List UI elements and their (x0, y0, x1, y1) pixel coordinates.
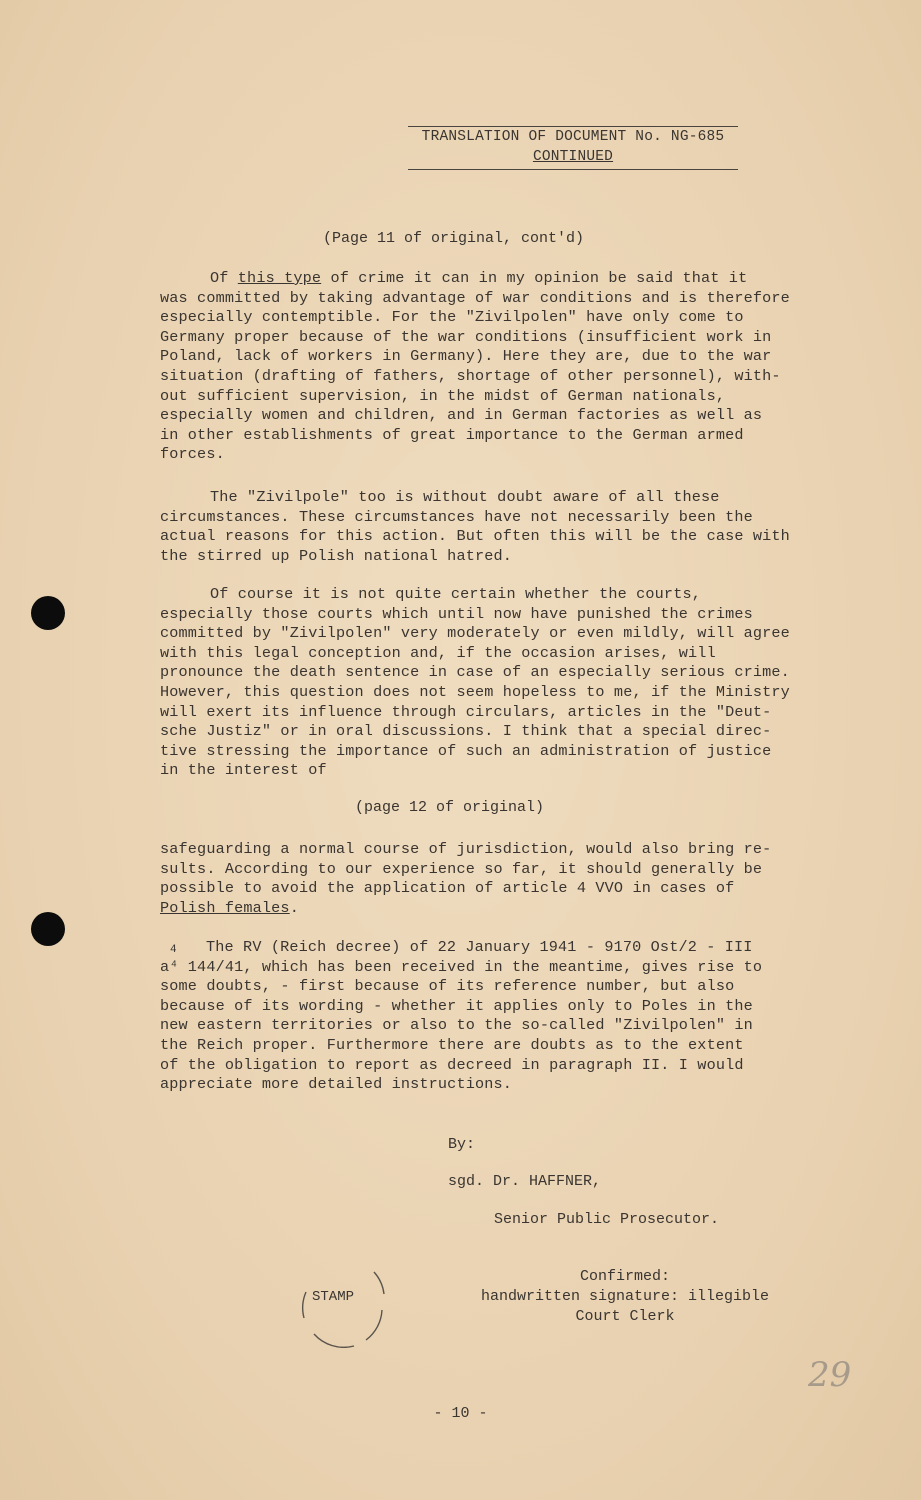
page-12-note: (page 12 of original) (355, 799, 545, 816)
document-header (408, 126, 738, 167)
page-11-note: (Page 11 of original, cont'd) (323, 230, 585, 247)
confirmation-block (430, 1267, 820, 1327)
stamp-circle (296, 1262, 388, 1348)
header-title: TRANSLATION OF DOCUMENT No. NG-685 (421, 129, 725, 145)
stamp-label: STAMP (312, 1289, 355, 1305)
signature-name: sgd. Dr. HAFFNER, (448, 1173, 602, 1190)
page-number: - 10 - (433, 1405, 488, 1422)
para5-marker: 4 (170, 944, 177, 956)
para1-underlined: this type (237, 269, 322, 287)
confirmation-line-2: handwritten signature: illegible (480, 1288, 770, 1305)
header-continued: CONTINUED (532, 149, 614, 165)
paragraph-5: The RV (Reich decree) of 22 January 1941 - 9170 Ost/2 - III a⁴ 144/41, which has been received in the meantime, gives rise to some doubts, - first because of its reference number, but also because of its wording - whether it applies only to Poles in the new eastern territories or also to the so-called "Zivilpolen" in the Reich proper. Furthermore there are doubts as to the extent of the obligation to report as decreed in paragraph II. I would appreciate more detailed instructions. (160, 938, 763, 1094)
header-rule (408, 169, 738, 170)
paragraph-1 (160, 269, 820, 465)
para1-lead: Of (210, 269, 238, 287)
handwritten-number: 29 (808, 1355, 852, 1395)
punch-hole-bottom (31, 912, 65, 946)
para4-tail: . (289, 898, 299, 917)
paragraph-2: The "Zivilpole" too is without doubt aware of all these circumstances. These circumstances have not necessarily been the actual reasons for this action. But often this will be the case with the stirred up Polish national hatred. (160, 488, 790, 565)
confirmation-line-3: Court Clerk (575, 1308, 675, 1325)
signature-by: By: (448, 1136, 476, 1153)
confirmation-line-1: Confirmed: (579, 1268, 670, 1285)
paragraph-3: Of course it is not quite certain whether the courts, especially those courts which until now have punished the crimes committed by "Zivilpolen" very moderately or even mildly, will agree with this legal conception and, if the occasion arises, will pronounce the death sentence in case of an especially serious crime. However, this question does not seem hopeless to me, if the Ministry will exert its influence through circulars, articles in the "Deut- sche Justiz" or in oral discussions. I think that a special direc- tive stressing the importance of such an administration of justice in the interest of (160, 585, 790, 780)
paragraph-4 (160, 840, 820, 918)
para4-text: safeguarding a normal course of jurisdiction, would also bring re- sults. According to our experience so far, it should generally be possible to avoid the application of article 4 VVO in cases of (160, 840, 772, 898)
punch-hole-top (31, 596, 65, 630)
para1-rest: of crime it can in my opinion be said that it was committed by taking advantage of war conditions and is therefore especially contemptible. For the "Zivilpolen" have only come to Germany proper because of the war conditions (insufficient work in Poland, lack of workers in Germany). Here they are, due to the war situation (drafting of fathers, shortage of other personnel), with- out sufficient supervision, in the midst of German nationals, especially women and children, and in German factories as well as in other establishments of great importance to the German armed forces. (160, 269, 790, 464)
para4-underlined: Polish females (160, 898, 290, 917)
signature-title: Senior Public Prosecutor. (494, 1211, 720, 1228)
